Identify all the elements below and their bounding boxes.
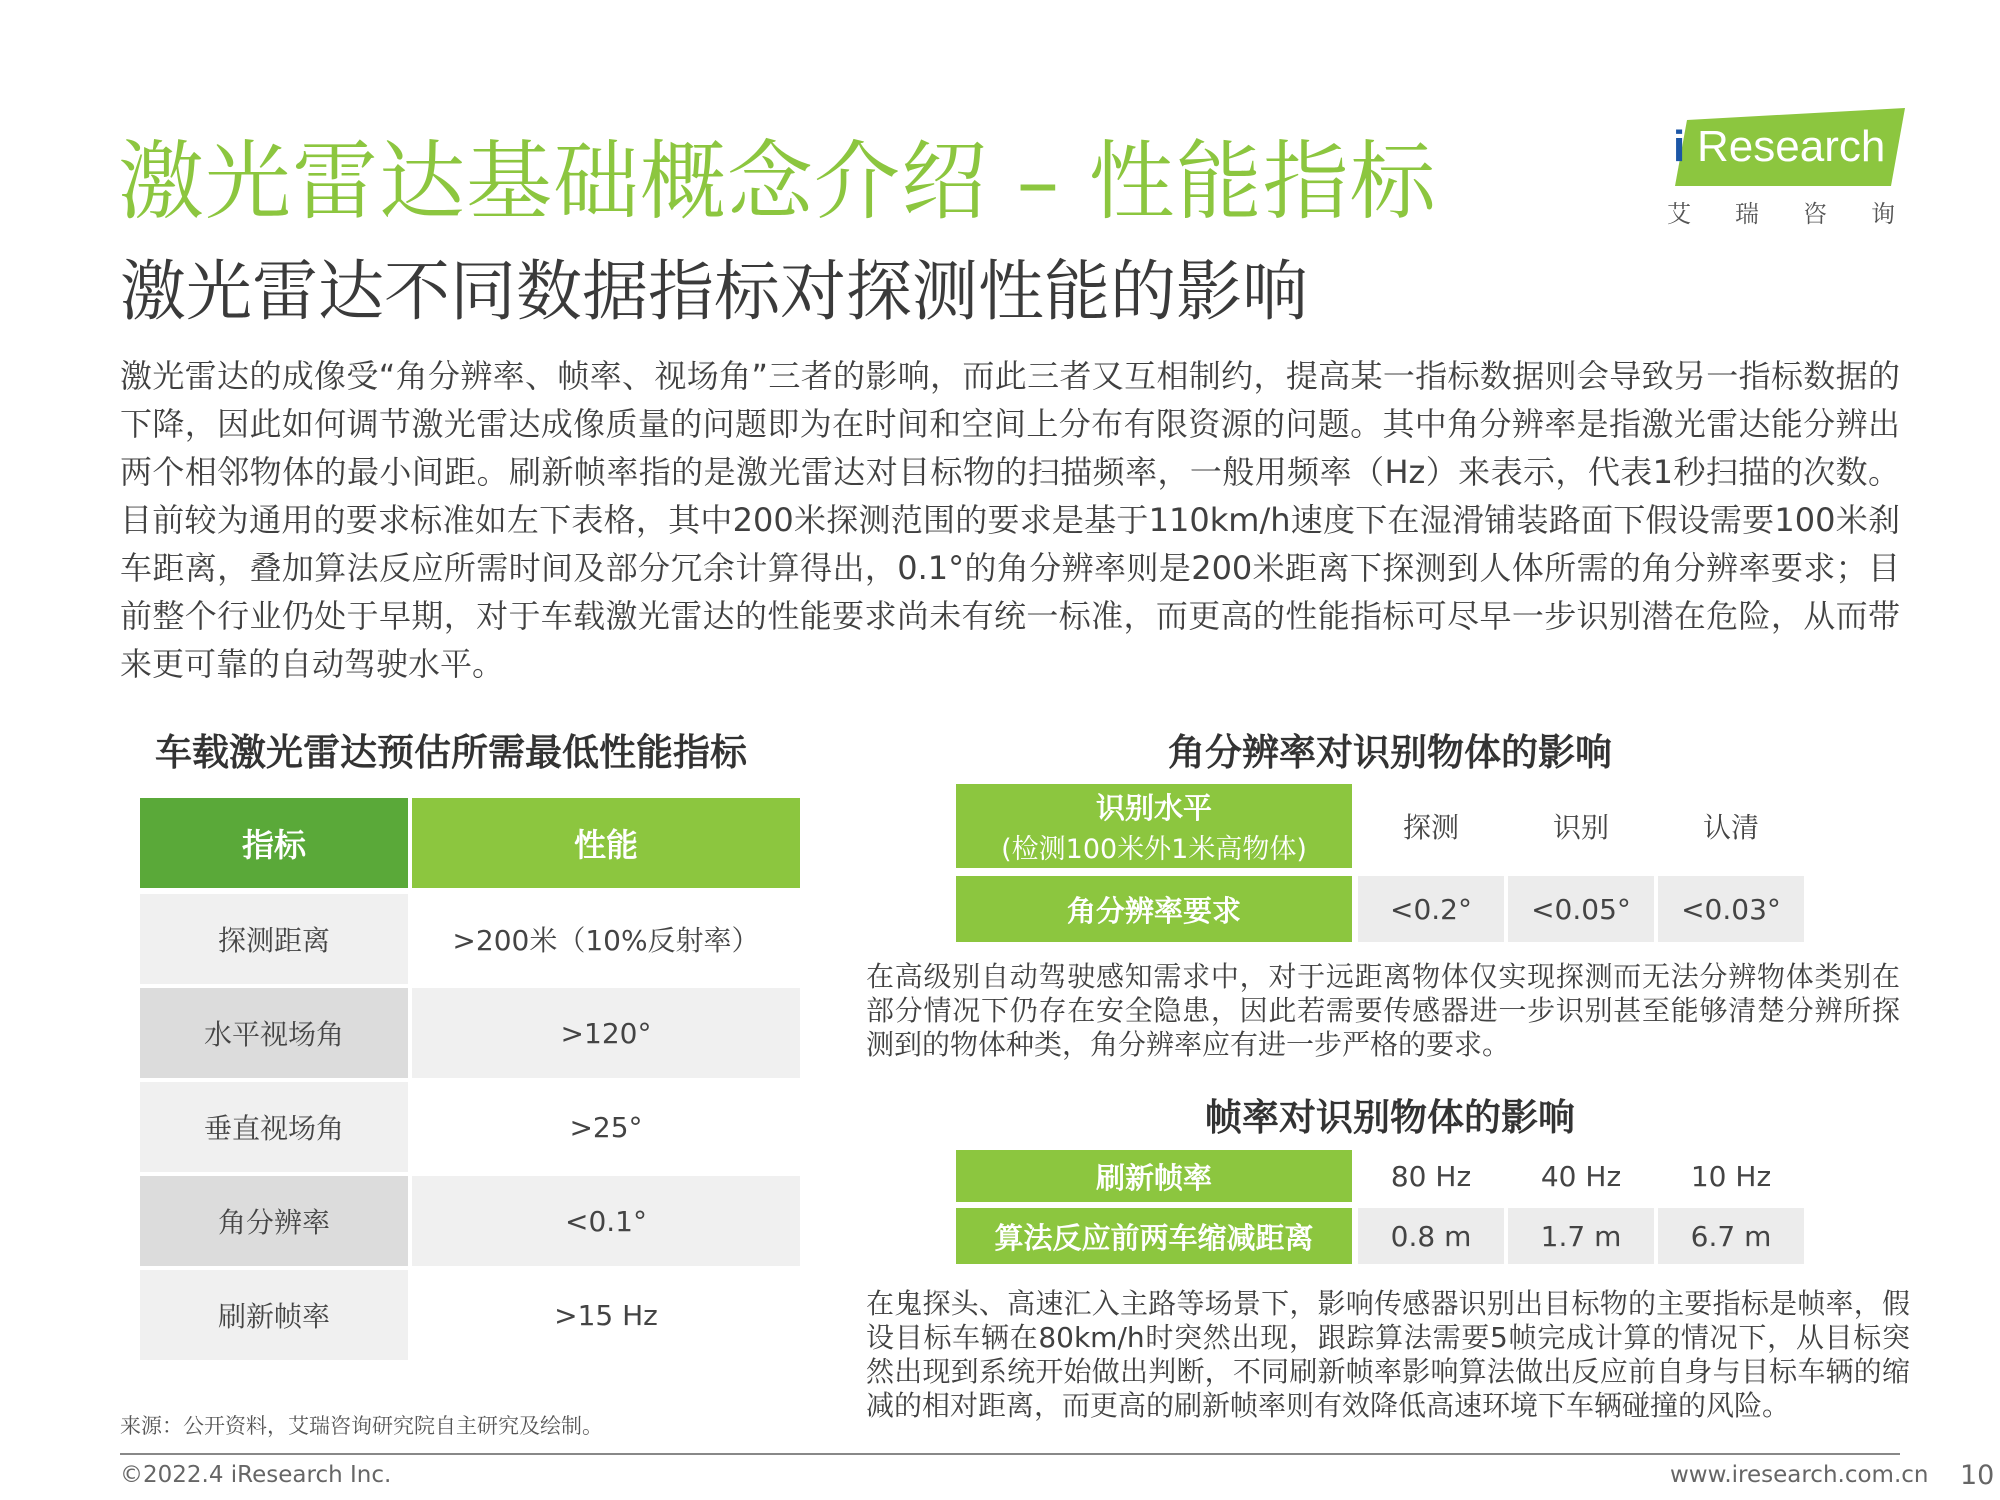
table-row [140, 1082, 800, 1172]
table-row [140, 1270, 800, 1360]
table-header-row [140, 798, 800, 888]
rate-80: 80 Hz [1390, 1159, 1472, 1193]
footer-divider [120, 1453, 1900, 1455]
value-cell: <0.1° [412, 1176, 800, 1266]
metric-cell: 水平视场角 [140, 988, 408, 1078]
level-identify: 认清 [1702, 811, 1759, 844]
page-subtitle: 激光雷达不同数据指标对探测性能的影响 [120, 253, 1308, 330]
value-cell: >15 Hz [412, 1270, 800, 1360]
metric-cell: 角分辨率 [140, 1176, 408, 1266]
page-number: 10 [1960, 1460, 1995, 1491]
copyright: ©2022.4 iResearch Inc. [120, 1462, 392, 1488]
frame-section-title: 帧率对识别物体的影响 [1205, 1096, 1575, 1139]
req-label-cell [956, 876, 1352, 942]
intro-text: 激光雷达的成像受“角分辨率、帧率、视场角”三者的影响，而此三者又互相制约，提高某一指标数据则会导致另一指标数据的下降，因此如何调节激光雷达成像质量的问题即为在时间和空间上分布有限资源的问题。其中角分辨率是指激光雷达能分辨出两个相邻物体的最小间距。刷新帧率指的是激光雷达对目标物的扫描频率，一般用频率（Hz）来表示，代表1秒扫描的次数。目前较为通用的要求标准如左下表格，其中200米探测范围的要求是基于110km/h速度下在湿滑铺装路面下假设需要100米刹车距离，叠加算法反应所需时间及部分冗余计算得出，0.1°的角分辨率则是200米距离下探测到人体所需的角分辨率要求；目前整个行业仍处于早期，对于车载激光雷达的性能要求尚未有统一标准，而更高的性能指标可尽早一步识别潜在危险，从而带来更可靠的自动驾驶水平。 [120, 357, 1900, 683]
req-identify: <0.03° [1658, 876, 1804, 942]
header-performance: 性能 [412, 798, 800, 888]
table-row [140, 894, 800, 984]
left-table-title: 车载激光雷达预估所需最低性能指标 [155, 731, 747, 774]
logo-chinese: 艾瑞咨询 [1667, 200, 1939, 228]
dist-80: 0.8 m [1358, 1208, 1504, 1264]
header-metric: 指标 [140, 798, 408, 888]
rate-label-cell [956, 1150, 1352, 1202]
level-sublabel: (检测100米外1米高物体) [1001, 834, 1307, 865]
rate-10: 10 Hz [1690, 1159, 1772, 1193]
level-label: 识别水平 [1095, 791, 1212, 825]
req-label: 角分辨率要求 [1066, 893, 1241, 928]
dist-label-cell [956, 1208, 1352, 1264]
metric-cell: 刷新帧率 [140, 1270, 408, 1360]
level-recognize: 识别 [1552, 811, 1609, 844]
rate-label: 刷新帧率 [1095, 1160, 1212, 1195]
value-cell: >25° [412, 1082, 800, 1172]
value-cell: >120° [412, 988, 800, 1078]
logo-badge [1665, 108, 1905, 186]
req-recognize: <0.05° [1508, 876, 1654, 942]
logo-i: i [1673, 122, 1686, 171]
iresearch-logo [1665, 108, 1939, 228]
dist-40: 1.7 m [1508, 1208, 1654, 1264]
logo-word: Research [1697, 122, 1886, 171]
level-label-cell [956, 784, 1352, 868]
website-link[interactable]: www.iresearch.com.cn [1670, 1462, 1929, 1488]
metric-cell: 探测距离 [140, 894, 408, 984]
dist-10: 6.7 m [1658, 1208, 1804, 1264]
intro-paragraph [120, 352, 1900, 688]
dist-label: 算法反应前两车缩减距离 [994, 1220, 1314, 1255]
source-note: 来源：公开资料，艾瑞咨询研究院自主研究及绘制。 [120, 1414, 603, 1438]
value-cell: >200米（10%反射率） [412, 894, 800, 984]
level-detect: 探测 [1402, 811, 1459, 844]
angular-note: 在高级别自动驾驶感知需求中，对于远距离物体仅实现探测而无法分辨物体类别在部分情况下仍存在安全隐患，因此若需要传感器进一步识别甚至能够清楚分辨所探测到的物体种类，角分辨率应有进一步严格的要求。 [866, 960, 1900, 1061]
angular-section-title: 角分辨率对识别物体的影响 [1168, 731, 1612, 774]
req-detect: <0.2° [1358, 876, 1504, 942]
rate-40: 40 Hz [1540, 1159, 1622, 1193]
page-title: 激光雷达基础概念介绍 – 性能指标 [118, 132, 1437, 232]
frame-note: 在鬼探头、高速汇入主路等场景下，影响传感器识别出目标物的主要指标是帧率，假设目标车辆在80km/h时突然出现，跟踪算法需要5帧完成计算的情况下，从目标突然出现到系统开始做出判断，不同刷新帧率影响算法做出反应前自身与目标车辆的缩减的相对距离，而更高的刷新帧率则有效降低高速环境下车辆碰撞的风险。 [866, 1287, 1910, 1422]
metric-cell: 垂直视场角 [140, 1082, 408, 1172]
table-row [140, 1176, 800, 1266]
table-row [140, 988, 800, 1078]
